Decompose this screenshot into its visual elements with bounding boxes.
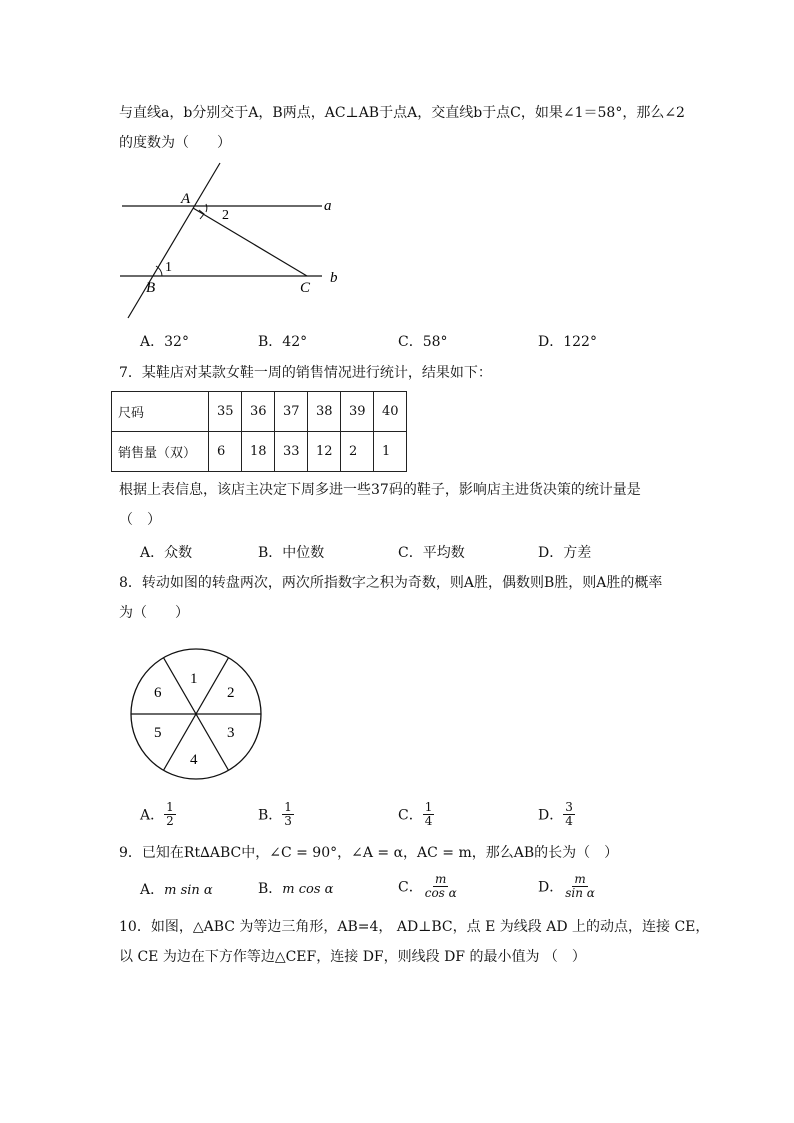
- q6-stem-line2: 的度数为（ ）: [119, 135, 231, 151]
- q6-option-d[interactable]: D．122°: [538, 334, 597, 350]
- table-cell: 33: [275, 432, 308, 472]
- spinner-number: 2: [227, 685, 235, 701]
- q7-option-b[interactable]: B．中位数: [258, 545, 325, 561]
- q9-option-a[interactable]: A．m sin α: [140, 882, 213, 898]
- q9-stem: 9．已知在Rt∆ABC中，∠C = 90°，∠A = α，AC = m，那么AB的长为（ ）: [119, 845, 619, 861]
- table-cell: 1: [374, 432, 407, 472]
- spinner-number: 1: [190, 671, 198, 687]
- label-b: b: [330, 270, 338, 286]
- q8-stem-line2: 为（ ）: [119, 605, 189, 621]
- table-cell: 40: [374, 392, 407, 432]
- label-C: C: [300, 280, 311, 296]
- q10-stem-line1: 10．如图，△ABC 为等边三角形，AB=4， AD⊥BC，点 E 为线段 AD 上的动点，连接 CE，: [119, 919, 710, 935]
- table-cell: 36: [242, 392, 275, 432]
- spinner-figure: [128, 646, 268, 786]
- table-cell: 39: [341, 392, 374, 432]
- spinner-number: 6: [154, 685, 162, 701]
- q8-stem-line1: 8．转动如图的转盘两次，两次所指数字之积为奇数，则A胜，偶数则B胜，则A胜的概率: [119, 575, 663, 591]
- spinner-number: 3: [227, 725, 235, 741]
- q9-option-d[interactable]: D． $\frac{m}{\text{sin α}}$: [538, 872, 595, 900]
- label-B: B: [146, 280, 156, 296]
- q6-option-c[interactable]: C．58°: [398, 334, 448, 350]
- angle2-arc: [206, 204, 207, 212]
- q8-option-b[interactable]: B． $\frac{1}{3}$: [258, 800, 292, 828]
- q7-option-c[interactable]: C．平均数: [398, 545, 465, 561]
- table-cell: 12: [308, 432, 341, 472]
- q7-stem: 7．某鞋店对某款女鞋一周的销售情况进行统计，结果如下：: [119, 365, 492, 381]
- spinner-number: 4: [190, 752, 198, 768]
- q6-option-b[interactable]: B．42°: [258, 334, 308, 350]
- table-header-size: 尺码: [112, 392, 209, 432]
- label-angle1: 1: [165, 260, 172, 275]
- table-cell: 35: [209, 392, 242, 432]
- table-cell: 18: [242, 432, 275, 472]
- q7-option-a[interactable]: A．众数: [140, 545, 193, 561]
- q7-paren: （ ）: [119, 512, 161, 528]
- table-cell: 6: [209, 432, 242, 472]
- q10-stem-line2: 以 CE 为边在下方作等边△CEF，连接 DF，则线段 DF 的最小值为 （ ）: [119, 949, 586, 965]
- segment-ac: [193, 208, 307, 276]
- table-cell: 38: [308, 392, 341, 432]
- table-cell: 37: [275, 392, 308, 432]
- label-angle2: 2: [222, 208, 229, 223]
- sales-table: [111, 391, 407, 472]
- table-row: [112, 392, 407, 432]
- q7-option-d[interactable]: D．方差: [538, 545, 592, 561]
- table-cell: 2: [341, 432, 374, 472]
- label-A: A: [181, 191, 191, 207]
- q9-option-b[interactable]: B．m cos α: [258, 881, 334, 897]
- angle1-arc: [156, 266, 162, 276]
- table-header-sales: 销售量（双）: [112, 432, 209, 472]
- q8-option-a[interactable]: A． $\frac{1}{2}$: [140, 800, 174, 828]
- q7-followup: 根据上表信息，该店主决定下周多进一些37码的鞋子，影响店主进货决策的统计量是: [119, 482, 641, 498]
- table-row: [112, 432, 407, 472]
- q8-option-d[interactable]: D． $\frac{3}{4}$: [538, 800, 573, 828]
- spinner-number: 5: [154, 725, 162, 741]
- q9-option-c[interactable]: C． $\frac{m}{\text{cos α}}$: [398, 872, 457, 900]
- q6-stem-line1: 与直线a，b分别交于A，B两点，AC⊥AB于点A，交直线b于点C，如果∠1＝58°，那么∠2: [119, 105, 685, 121]
- q6-option-a[interactable]: A．32°: [140, 334, 189, 350]
- q6-figure: [110, 158, 370, 323]
- line-ab: [128, 163, 220, 318]
- q8-option-c[interactable]: C． $\frac{1}{4}$: [398, 800, 433, 828]
- label-a: a: [324, 198, 332, 214]
